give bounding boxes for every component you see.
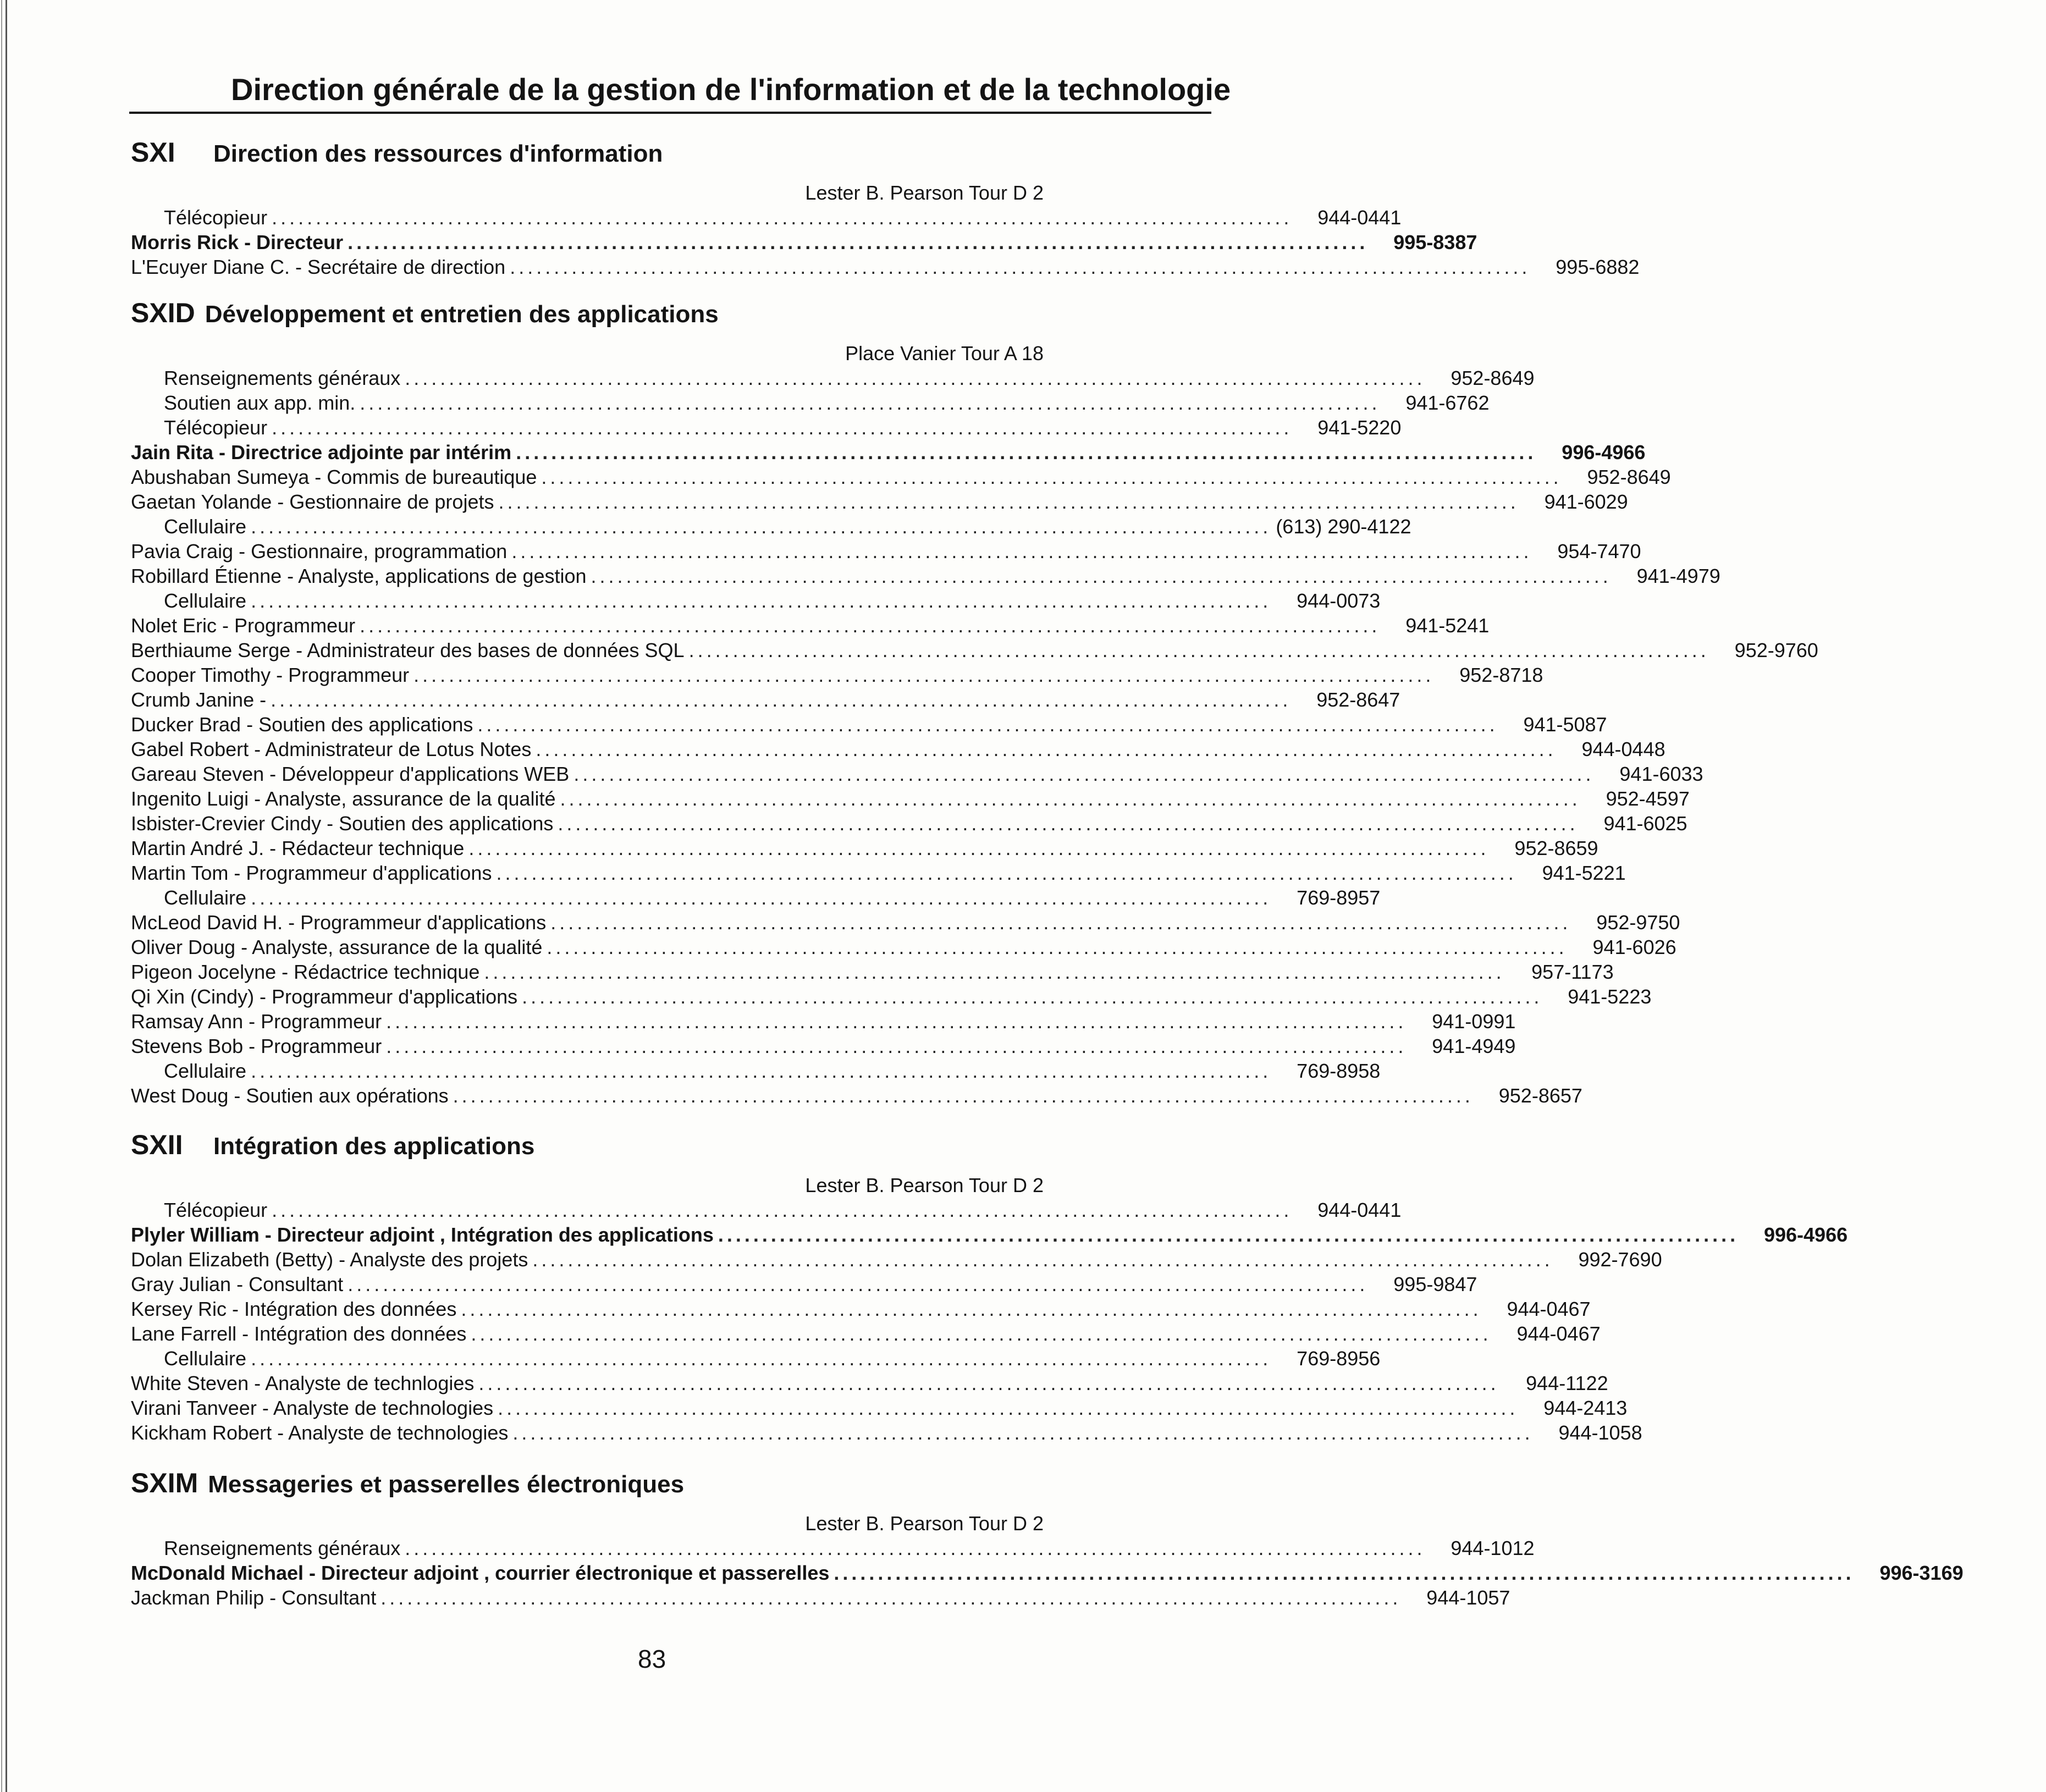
scan-edge-line-outer [1,0,2,1792]
entry-name: Nolet Eric - Programmeur [131,614,356,637]
directory-entry [131,415,1402,440]
entry-name: McLeod David H. - Programmeur d'applications [131,911,547,934]
directory-entry [131,935,1676,960]
entry-name: Gaetan Yolande - Gestionnaire de projets [131,490,494,513]
directory-entry [131,984,1652,1009]
dot-leader: .................................................................................................................... [511,540,1532,563]
entry-phone: 769-8957 [1297,886,1381,909]
entry-phone: 941-6762 [1405,392,1490,414]
entry-phone: 944-2413 [1543,1397,1628,1419]
section-header [131,1467,1044,1511]
entry-name: Ducker Brad - Soutien des applications [131,713,473,736]
dot-leader: .................................................................................................................... [251,589,1272,612]
dot-leader: .................................................................................................................... [468,837,1490,859]
dot-leader: .................................................................................................................... [512,1421,1534,1444]
entry-name: Gabel Robert - Administrateur de Lotus Notes [131,738,532,760]
entry-name: Martin André J. - Rédacteur technique [131,837,465,859]
dot-leader: .................................................................................................................... [251,886,1272,909]
entry-phone: 995-9847 [1393,1273,1477,1295]
section-header [131,136,1044,180]
directory-entry [131,230,1477,255]
directory-entry [131,762,1703,786]
dot-leader: .................................................................................................................... [536,738,1557,760]
directory-entry [131,786,1690,811]
directory-entry [131,205,1402,230]
entry-name: Cooper Timothy - Programmeur [131,664,410,686]
entry-phone: 941-5221 [1542,862,1626,884]
dot-leader: .................................................................................................................... [558,812,1579,835]
directory-entry [131,588,1381,613]
directory-entry [131,1585,1510,1610]
dot-leader: .................................................................................................................... [496,862,1517,884]
page-number: 83 [638,1645,666,1673]
entry-name: Cellulaire [164,886,247,909]
title-rule [129,112,1211,114]
entry-name: Dolan Elizabeth (Betty) - Analyste des projets [131,1248,528,1271]
directory-entry [131,613,1490,638]
entry-phone: 952-9760 [1734,639,1818,661]
entry-name: Jackman Philip - Consultant [131,1586,377,1609]
entry-name: Crumb Janine - [131,688,267,711]
directory-entry [131,861,1626,885]
entry-name: Cellulaire [164,1060,247,1082]
entry-name: Télécopieur [164,1199,268,1221]
entry-phone: 944-0448 [1581,738,1666,760]
entry-name: Plyler William - Directeur adjoint , Intégration des applications [131,1223,714,1246]
directory-entry [131,687,1400,712]
dot-leader: .................................................................................................................... [360,614,1381,637]
entry-name: Gareau Steven - Développeur d'applications WEB [131,763,570,785]
dot-leader: .................................................................................................................... [386,1010,1407,1033]
entry-phone: 941-5220 [1317,416,1402,439]
dot-leader: .................................................................................................................... [498,1397,1519,1419]
entry-phone: 954-7470 [1557,540,1641,563]
entry-name: Martin Tom - Programmeur d'applications [131,862,492,884]
section-location: Lester B. Pearson Tour D 2 [805,1174,1044,1196]
entry-phone: 957-1173 [1531,961,1614,983]
directory-entry [131,1222,1848,1247]
entry-name: Kersey Ric - Intégration des données [131,1298,457,1320]
section-title: Intégration des applications [213,1133,535,1160]
section-location: Lester B. Pearson Tour D 2 [805,181,1044,204]
dot-leader: .................................................................................................................... [251,1060,1272,1082]
entry-name: Abushaban Sumeya - Commis de bureautique [131,466,537,488]
entry-name: Cellulaire [164,1347,247,1370]
section-title: Développement et entretien des applications [205,301,719,328]
entry-phone: 952-8659 [1514,837,1598,859]
entry-phone: 952-4597 [1606,787,1690,810]
dot-leader: .................................................................................................................... [453,1084,1474,1107]
directory-entry [131,1058,1381,1083]
entry-phone: 944-0467 [1516,1322,1601,1345]
entry-phone: 944-0441 [1317,1199,1402,1221]
section-sxi [131,136,1640,279]
directory-entry [131,489,1628,514]
dot-leader: .................................................................................................................... [498,490,1519,513]
entry-phone: 941-6029 [1544,490,1628,513]
dot-leader: .................................................................................................................... [532,1248,1553,1271]
entry-phone: 952-8718 [1459,664,1543,686]
directory-entry [131,1420,1642,1445]
entry-name: Robillard Étienne - Analyste, applications de gestion [131,565,587,587]
dot-leader: .................................................................................................................... [251,515,1272,538]
entry-name: Pavia Craig - Gestionnaire, programmation [131,540,508,563]
entry-name: Ingenito Luigi - Analyste, assurance de la qualité [131,787,556,810]
directory-entry [131,1346,1381,1371]
entry-phone: 769-8956 [1297,1347,1381,1370]
dot-leader: .................................................................................................................... [541,466,1562,488]
entry-name: Ramsay Ann - Programmeur [131,1010,382,1033]
directory-entry [131,1561,1964,1585]
dot-leader: .................................................................................................................... [484,961,1505,983]
entry-name: Télécopieur [164,416,268,439]
entry-phone: 941-6026 [1592,936,1676,958]
dot-leader: .................................................................................................................... [550,911,1571,934]
entry-phone: 995-8387 [1393,231,1477,253]
entry-phone: 941-0991 [1432,1010,1516,1033]
entry-phone: 944-0467 [1507,1298,1591,1320]
entry-phone: 952-9750 [1596,911,1680,934]
entry-name: Kickham Robert - Analyste de technologies [131,1421,509,1444]
directory-entry [131,564,1720,588]
entry-name: Renseignements généraux [164,1537,401,1559]
directory-entry [131,1321,1601,1346]
entry-name: Soutien aux app. min. [164,392,356,414]
entry-phone: 952-8647 [1316,688,1400,711]
section-sxii [131,1129,1848,1445]
directory-entry [131,737,1666,762]
dot-leader: .................................................................................................................... [591,565,1612,587]
entry-phone: 944-1058 [1558,1421,1642,1444]
dot-leader: .................................................................................................................... [272,416,1293,439]
entry-phone: 944-1122 [1526,1372,1608,1394]
entry-phone: 996-4966 [1562,441,1646,464]
page-title: Direction générale de la gestion de l'information et de la technologie [231,72,1231,107]
entry-phone: 996-3169 [1879,1562,1964,1584]
directory-entry [131,255,1640,279]
directory-entry [131,1297,1591,1321]
dot-leader: .................................................................................................................... [510,256,1531,278]
entry-name: L'Ecuyer Diane C. - Secrétaire de direction [131,256,506,278]
scan-edge-line [5,0,7,1792]
dot-leader: .................................................................................................................... [386,1035,1407,1057]
directory-entry [131,539,1641,564]
entry-name: Télécopieur [164,206,268,229]
section-location: Lester B. Pearson Tour D 2 [805,1512,1044,1535]
directory-entry [131,366,1535,390]
entry-phone: 941-5087 [1523,713,1607,736]
section-location: Place Vanier Tour A 18 [845,342,1044,365]
entry-name: Isbister-Crevier Cindy - Soutien des applications [131,812,554,835]
section-code: SXID [131,297,195,328]
directory-entry [131,638,1818,663]
dot-leader: .................................................................................................................... [471,1322,1492,1345]
dot-leader: .................................................................................................................... [405,1537,1426,1559]
directory-entry [131,465,1671,489]
directory-entry [131,1371,1608,1396]
section-title: Messageries et passerelles électroniques [208,1471,685,1498]
entry-phone: 995-6882 [1556,256,1640,278]
entry-phone: 996-4966 [1763,1223,1848,1246]
dot-leader: .................................................................................................................... [360,392,1381,414]
entry-phone: 941-5223 [1568,985,1652,1008]
directory-entry [131,1396,1628,1420]
dot-leader: .................................................................................................................... [348,1273,1369,1295]
section-header [131,297,1044,341]
entry-phone: 944-1012 [1451,1537,1535,1559]
entry-phone: 941-6033 [1619,763,1703,785]
entry-name: Lane Farrell - Intégration des données [131,1322,467,1345]
section-sxid [131,297,1818,1108]
directory-entry [131,960,1614,984]
entry-name: Berthiaume Serge - Administrateur des bases de données SQL [131,639,685,661]
entry-phone: 941-4979 [1636,565,1720,587]
entry-name: Jain Rita - Directrice adjointe par intérim [131,441,512,464]
dot-leader: .................................................................................................................... [380,1586,1402,1609]
entry-phone: 769-8958 [1297,1060,1381,1082]
dot-leader: .................................................................................................................... [272,1199,1293,1221]
directory-entry [131,1083,1582,1108]
directory-entry [131,885,1381,910]
entry-phone: 944-0073 [1297,589,1381,612]
dot-leader: .................................................................................................................... [478,1372,1499,1394]
dot-leader: .................................................................................................................... [516,441,1537,464]
dot-leader: .................................................................................................................... [461,1298,1482,1320]
dot-leader: .................................................................................................................... [413,664,1435,686]
entry-name: Stevens Bob - Programmeur [131,1035,382,1057]
dot-leader: .................................................................................................................... [522,985,1543,1008]
entry-phone: 944-1057 [1426,1586,1510,1609]
entry-phone: 941-5241 [1405,614,1490,637]
section-code: SXIM [131,1468,198,1498]
dot-leader: .................................................................................................................... [560,787,1581,810]
section-code: SXII [131,1129,183,1160]
entry-phone: 941-4949 [1432,1035,1516,1057]
directory-entry [131,663,1543,687]
dot-leader: .................................................................................................................... [834,1562,1855,1584]
entry-name: White Steven - Analyste de technlogies [131,1372,475,1394]
dot-leader: .................................................................................................................... [547,936,1568,958]
directory-entry [131,1198,1402,1222]
directory-entry [131,811,1687,836]
section-header [131,1129,1044,1173]
entry-phone: 992-7690 [1578,1248,1662,1271]
dot-leader: .................................................................................................................... [272,206,1293,229]
entry-name: Qi Xin (Cindy) - Programmeur d'applications [131,985,518,1008]
dot-leader: .................................................................................................................... [251,1347,1272,1370]
dot-leader: .................................................................................................................... [688,639,1709,661]
entry-name: Virani Tanveer - Analyste de technologies [131,1397,494,1419]
entry-phone: 952-8657 [1498,1084,1582,1107]
entry-name: Renseignements généraux [164,367,401,389]
entry-name: Morris Rick - Directeur [131,231,344,253]
entry-phone: 941-6025 [1603,812,1687,835]
entry-name: Oliver Doug - Analyste, assurance de la qualité [131,936,543,958]
entry-phone: 944-0441 [1317,206,1402,229]
entry-phone: (613) 290-4122 [1276,515,1411,538]
entry-phone: 952-8649 [1587,466,1671,488]
dot-leader: .................................................................................................................... [348,231,1369,253]
directory-entry [131,836,1598,861]
directory-entry [131,514,1411,539]
directory-entry [131,910,1680,935]
directory-entry [131,1272,1477,1297]
directory-entry [131,1247,1662,1272]
entry-name: West Doug - Soutien aux opérations [131,1084,449,1107]
directory-entry [131,1536,1535,1561]
section-code: SXI [131,137,175,168]
directory-entry [131,390,1490,415]
dot-leader: .................................................................................................................... [271,688,1292,711]
entry-name: McDonald Michael - Directeur adjoint , courrier électronique et passerelles [131,1562,830,1584]
directory-entry [131,440,1646,465]
dot-leader: .................................................................................................................... [718,1223,1739,1246]
directory-entry [131,712,1607,737]
entry-name: Cellulaire [164,589,247,612]
directory-entry [131,1034,1516,1058]
entry-name: Gray Julian - Consultant [131,1273,344,1295]
section-sxim [131,1467,1964,1610]
section-title: Direction des ressources d'information [213,140,663,167]
dot-leader: .................................................................................................................... [573,763,1595,785]
dot-leader: .................................................................................................................... [477,713,1498,736]
directory-entry [131,1009,1516,1034]
entry-phone: 952-8649 [1451,367,1535,389]
entry-name: Pigeon Jocelyne - Rédactrice technique [131,961,480,983]
dot-leader: .................................................................................................................... [405,367,1426,389]
entry-name: Cellulaire [164,515,247,538]
